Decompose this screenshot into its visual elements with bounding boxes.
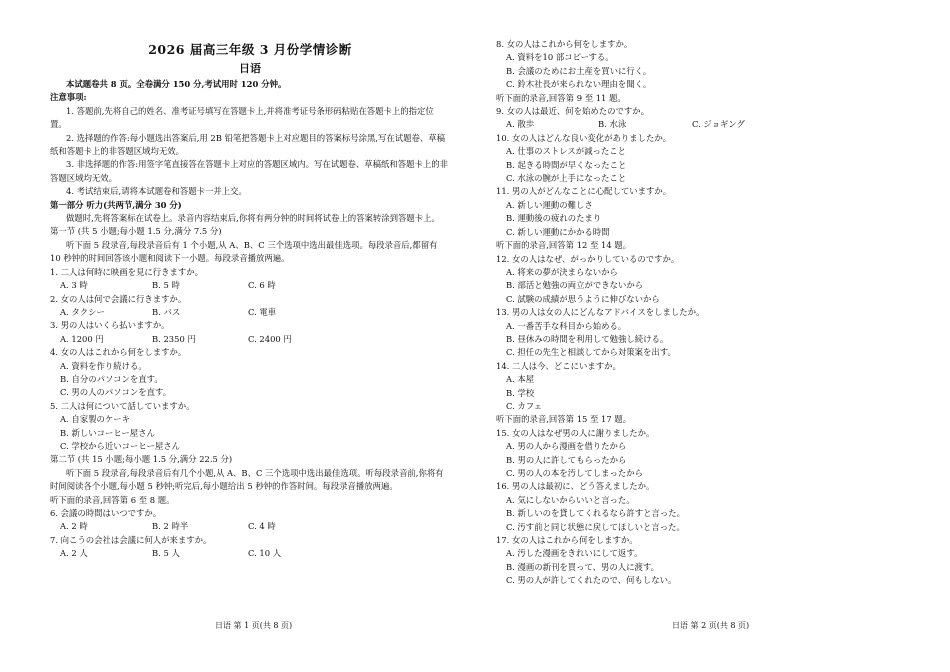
option: B. 新しいコーヒー屋さん (60, 427, 155, 438)
option: C. ジョギング (692, 119, 745, 130)
option: A. 本屋 (506, 374, 535, 385)
question-text: 15. 女の人はなぜ男の人に謝りましたか。 (496, 427, 655, 438)
option: B. 5 時 (152, 280, 180, 291)
question-block (496, 38, 900, 92)
option: B. 2350 円 (152, 333, 196, 344)
option: C. 10 人 (248, 548, 282, 559)
option: A. 自家製のケーキ (60, 414, 130, 425)
option: A. 男の人から漫画を借りたから (506, 441, 627, 452)
question-text: 11. 男の人がどんなことに心配していますか。 (496, 186, 672, 197)
question-block (496, 480, 900, 534)
option: A. 新しい運動の難しさ (506, 199, 593, 210)
exam-info: 本试题卷共 8 页。全卷满分 150 分,考试用时 120 分钟。 (66, 79, 287, 89)
question-block (496, 534, 900, 588)
question-text: 8. 女の人はこれから何をしますか。 (496, 39, 633, 49)
option: C. 新しい運動にかかる時間 (506, 226, 610, 237)
option: B. 会議のためにお土産を買いに行く。 (506, 65, 652, 76)
question-block (50, 400, 450, 454)
note-item: 1. 答题前,先将自己的姓名、准考证号填写在答题卡上,并将准考证号条形码粘贴在答题卡上的指定位置。 (50, 105, 434, 130)
question-text: 13. 男の人は女の人にどんなアドバイスをしましたか。 (496, 307, 705, 318)
right-column (496, 38, 900, 588)
group-note: 听下面的录音,回答第 6 至 8 题。 (50, 494, 175, 505)
option: C. 担任の先生と相談してから対策案を出す。 (506, 347, 676, 358)
question-block (496, 306, 900, 360)
question-text: 2. 女の人は何で会議に行きますか。 (50, 293, 187, 304)
subject-heading: 日语 (239, 62, 261, 75)
option: C. 2400 円 (248, 333, 292, 344)
option: C. 4 時 (248, 521, 276, 532)
question-block (50, 319, 450, 346)
option: B. 男の人に許してもらったから (506, 454, 627, 465)
option: B. 漫画の新刊を買って、男の人に渡す。 (506, 561, 660, 572)
group-note: 听下面的录音,回答第 9 至 11 题。 (496, 92, 626, 103)
option: A. 一番苦手な科目から始める。 (506, 320, 627, 331)
option: C. 電車 (248, 306, 277, 317)
option: C. 学校から近いコーヒー屋さん (60, 440, 180, 451)
option: A. 資料を作り続ける。 (60, 360, 147, 371)
question-text: 4. 女の人はこれから何をしますか。 (50, 347, 187, 358)
note-item: 2. 选择题的作答:每小题选出答案后,用 2B 铅笔把答题卡上对应题目的答案标号涂黑,写在试题卷、草稿纸和答题卡上的非答题区域均无效。 (50, 132, 445, 157)
option: A. 2 人 (60, 548, 88, 559)
left-column (50, 40, 450, 561)
option: C. 男の人が許してくれたので、何もしない。 (506, 575, 677, 586)
option: C. 男の人の本を汚してしまったから (506, 468, 644, 478)
option: C. 水泳の腕が上手になったこと (506, 173, 627, 184)
option: A. 気にしないからいいと言った。 (506, 494, 635, 505)
note-item: 3. 非选择题的作答:用签字笔直接答在答题卡上对应的答题区域内。写在试题卷、草稿纸和答题卡上的非答题区域均无效。 (50, 159, 448, 183)
option: B. 昼休みの時間を利用して勉強し続ける。 (506, 333, 669, 344)
option: B. 新しいのを貸してくれるなら許すと言った。 (506, 508, 685, 519)
question-text: 14. 二人は今、どこにいますか。 (496, 360, 621, 371)
option: C. 汚す前と同じ状態に戻してほしいと言った。 (506, 521, 685, 532)
question-text: 1. 二人は何時に映画を見に行きますか。 (50, 266, 204, 277)
question-text: 16. 男の人は最初に、どう答えましたか。 (496, 481, 655, 492)
notes-heading: 注意事项: (50, 92, 87, 103)
question-text: 7. 向こうの会社は会議に何人が来ますか。 (50, 534, 212, 545)
question-block (50, 293, 450, 320)
page-title: 2026 届高三年级 3 月份学情诊断 (148, 42, 352, 57)
option: A. 散歩 (506, 119, 535, 130)
option: B. 5 人 (152, 548, 180, 559)
note-item: 4. 考试结束后,请将本试题卷和答题卡一并上交。 (66, 186, 247, 197)
option: A. 資料を10 部コピーする。 (506, 52, 614, 63)
question-block (496, 132, 900, 186)
question-text: 6. 会議の時間はいつですか。 (50, 508, 162, 518)
option: C. カフェ (506, 400, 543, 411)
group-note: 听下面的录音,回答第 15 至 17 题。 (496, 414, 632, 425)
option: A. 汚した漫画をきれいにして返す。 (506, 548, 643, 559)
option: B. 自分のパソコンを直す。 (60, 373, 163, 384)
section1-heading: 第一节 (共 5 小题;每小题 1.5 分,满分 7.5 分) (50, 226, 222, 237)
option: A. 将来の夢が決まらないから (506, 266, 618, 277)
option: A. 仕事のストレスが減ったこと (506, 146, 626, 157)
section2-heading: 第二节 (共 15 小题;每小题 1.5 分,满分 22.5 分) (50, 454, 233, 465)
part1-heading: 第一部分 听力(共两节,满分 30 分) (50, 199, 182, 210)
option: B. 部活と勉強の両立ができないから (506, 280, 644, 291)
question-block (50, 346, 450, 400)
option: B. 起きる時間が早くなったこと (506, 159, 627, 170)
option: B. バス (152, 306, 181, 317)
part1-intro: 做题时,先将答案标在试卷上。录音内容结束后,你将有两分钟的时间将试卷上的答案转涂到答题卡上。 (66, 213, 440, 224)
question-text: 9. 女の人は最近、何を始めたのですか。 (496, 106, 650, 117)
option: B. 運動後の疲れのたまり (506, 213, 602, 224)
question-block (496, 105, 900, 132)
question-text: 5. 二人は何について話していますか。 (50, 400, 195, 411)
option: A. 3 時 (60, 280, 88, 291)
question-text: 17. 女の人はこれから何をしますか。 (496, 535, 638, 546)
option: B. 2 時半 (152, 521, 189, 532)
option: B. 水泳 (598, 119, 627, 130)
question-block (496, 360, 900, 414)
question-text: 10. 女の人はどんな良い変化がありましたか。 (496, 132, 672, 143)
option: B. 学校 (506, 387, 535, 398)
question-block (50, 266, 450, 293)
question-block (496, 253, 900, 307)
question-block (50, 507, 450, 534)
page-footer-left: 日语 第 1 页(共 8 页) (215, 621, 293, 630)
question-text: 3. 男の人はいくら払いますか。 (50, 320, 170, 331)
page-footer-right: 日语 第 2 页(共 8 页) (672, 621, 750, 630)
question-block (496, 427, 900, 481)
option: C. 試験の成績が思うように伸びないから (506, 293, 660, 304)
group-note: 听下面的录音,回答第 12 至 14 题。 (496, 240, 632, 251)
option: C. 男の人のパソコンを直す。 (60, 387, 172, 398)
option: C. 鈴木社長が来られない理由を聞く。 (506, 79, 652, 90)
option: A. 1200 円 (60, 333, 104, 344)
section1-intro: 听下面 5 段录音,每段录音后有 1 个小题,从 A、B、C 三个选项中选出最佳选项。每段录音后,都留有 10 秒钟的时间回答该小题和阅读下一小题。每段录音播放两遍。 (50, 239, 438, 264)
section2-intro: 听下面 5 段录音,每段录音后有几个小题,从 A、B、C 三个选项中选出最佳选项。听每段录音前,你将有时间阅读各个小题,每小题 5 秒钟;听完后,每小题给出 5 秒钟的作答时间。每段录音播放两遍。 (50, 467, 444, 492)
option: C. 6 時 (248, 280, 276, 291)
question-block (496, 185, 900, 239)
question-text: 12. 女の人はなぜ、がっかりしているのですか。 (496, 253, 680, 264)
option: A. タクシー (60, 306, 105, 317)
option: A. 2 時 (60, 521, 88, 532)
question-block (50, 534, 450, 561)
